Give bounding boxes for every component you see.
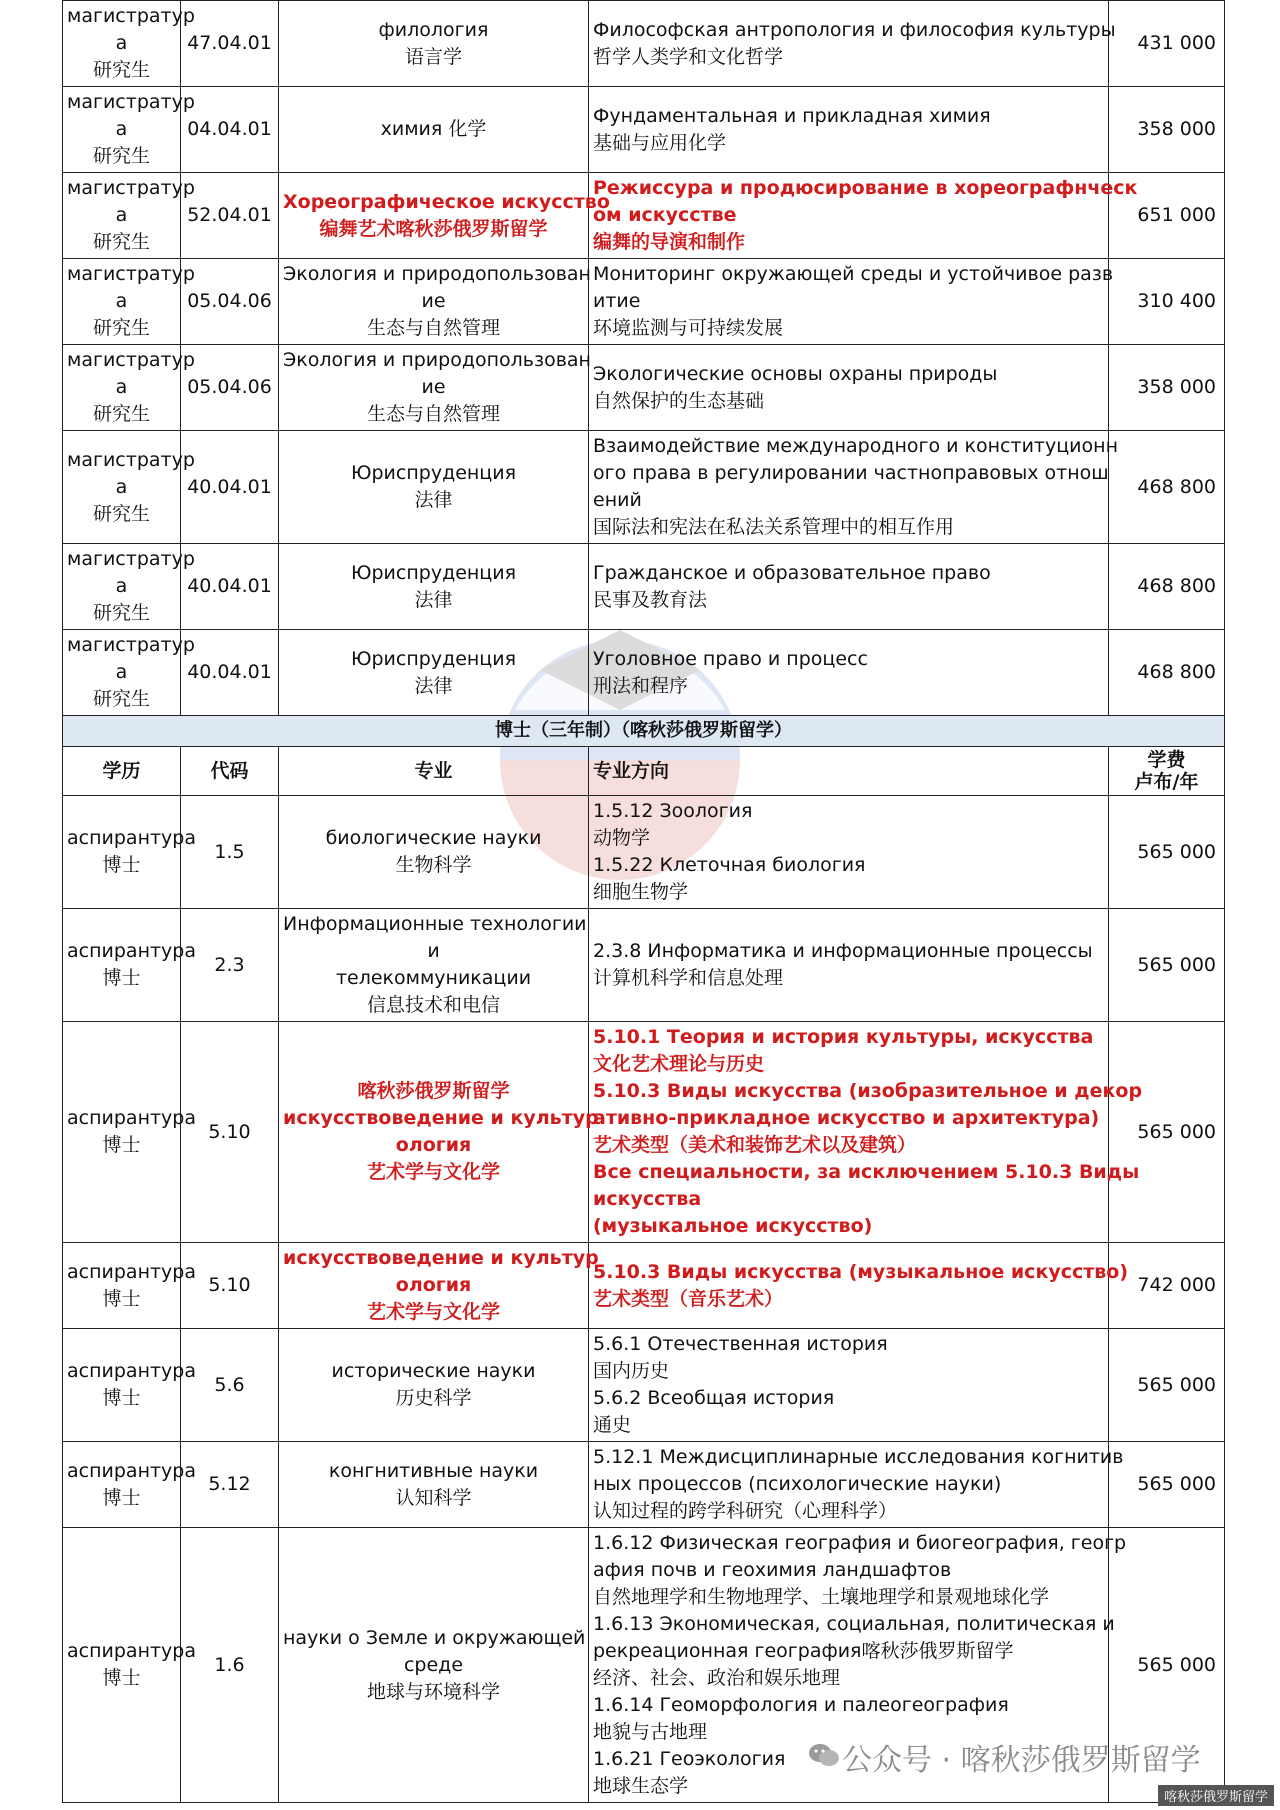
major-cell [279,345,589,431]
header-code: 代码 [181,747,279,796]
phd-row [63,909,1225,1022]
master-row [63,87,1225,173]
master-row [63,431,1225,544]
major-cell-line: конгнитивные науки [328,1459,539,1482]
major-cell-line: 喀秋莎俄罗斯留学 [357,1080,510,1102]
degree-cell-line: магистратур [67,263,195,285]
direction-cell-line: 自然地理学和生物地理学、土壤地理学和景观地球化学 [593,1586,1050,1608]
degree-cell-line: 博士 [102,1486,141,1509]
fee-cell: 742 000 [1109,1243,1225,1329]
major-cell-line: 认知科学 [395,1486,472,1509]
direction-cell-line: 艺术类型（音乐艺术） [593,1287,784,1310]
degree-cell-line: аспирантура [67,1360,197,1382]
direction-cell-line: 1.6.21 Геоэкология [593,1748,786,1770]
code-cell: 5.6 [181,1329,279,1442]
major-cell-line: ология [395,1134,472,1156]
direction-cell-line: Мониторинг окружающей среды и устойчивое разв [593,263,1114,285]
code-cell: 5.10 [181,1022,279,1243]
header-fee-line-2: 卢布/年 [1134,771,1199,793]
code-cell: 5.10 [181,1243,279,1329]
direction-cell-line: 环境监测与可持续发展 [593,317,784,339]
degree-cell-line: аспирантура [67,1107,197,1129]
code-cell: 1.5 [181,796,279,909]
degree-cell-line: 博士 [102,1387,141,1409]
direction-cell [589,1,1116,87]
direction-cell-line: 1.6.12 Физическая география и биогеография, геогр [593,1532,1127,1554]
degree-cell-line: 研究生 [92,231,150,253]
fee-cell: 565 000 [1109,1442,1225,1528]
direction-cell-line: 动物学 [593,827,651,849]
direction-cell-line: ных процессов (психологические науки) [593,1473,1002,1495]
direction-cell-line: ого права в регулировании частноправовых отнош [593,462,1109,484]
degree-cell-line: 博士 [102,1667,141,1689]
direction-cell-line: ом искусстве [593,204,737,226]
direction-cell-line: ативно-прикладное искусство и архитектура) [593,1107,1100,1129]
major-cell [279,1,589,87]
direction-cell-line: 计算机科学和信息处理 [593,967,784,989]
direction-cell [589,544,1109,630]
direction-cell-line: 5.6.1 Отечественная история [593,1333,888,1355]
direction-cell-line: 艺术类型（美术和装饰艺术以及建筑） [593,1134,917,1156]
direction-cell [589,431,1118,544]
phd-row [63,1243,1225,1329]
major-cell-line: телекоммуникации [335,967,532,989]
major-cell-line: Информационные технологии [283,913,587,935]
degree-cell-line: 博士 [102,1134,141,1156]
degree-cell [63,431,195,544]
direction-cell-line: 哲学人类学和文化哲学 [593,45,784,68]
direction-cell-line: 民事及教育法 [593,588,708,611]
degree-cell-line: магистратур [67,448,195,471]
direction-cell-line: 编舞的导演和制作 [593,231,746,253]
degree-cell-line: магистратур [67,177,195,199]
degree-cell [63,1022,197,1243]
degree-cell-line: магистратур [67,5,195,27]
degree-cell [63,796,197,909]
direction-cell-line: 2.3.8 Информатика и информационные процессы [593,940,1093,962]
direction-cell-line: Режиссура и продюсирование в хореографнческ [593,177,1138,199]
header-fee [1109,747,1225,796]
header-degree: 学历 [63,747,181,796]
major-cell-line: Юриспруденция [350,462,517,484]
fee-cell: 468 800 [1109,431,1225,544]
degree-cell [63,544,195,630]
code-cell: 05.04.06 [181,345,279,431]
degree-cell-line: 研究生 [92,317,150,339]
direction-cell [589,630,1109,716]
degree-cell [63,630,195,716]
direction-cell-line: рекреационная география喀秋莎俄罗斯留学 [593,1640,1014,1662]
major-cell-line: 生态与自然管理 [366,317,500,339]
direction-cell-line: 细胞生物学 [593,881,689,903]
fee-cell: 358 000 [1109,345,1225,431]
direction-cell-line: Все специальности, за исключением 5.10.3 Виды [593,1161,1140,1183]
major-cell [279,173,610,259]
degree-cell-line: 研究生 [92,145,150,167]
major-cell-line: биологические науки [325,827,542,849]
code-cell: 52.04.01 [181,173,279,259]
fee-cell: 565 000 [1109,1022,1225,1243]
degree-cell-line: 研究生 [92,502,150,525]
direction-cell-line: итие [593,290,641,312]
degree-cell-line: а [115,118,128,140]
major-cell-line: Хореографическое искусство [283,190,610,213]
master-row [63,173,1225,259]
degree-cell [63,87,195,173]
direction-cell-line: Взаимодействие международного и конституционн [593,435,1118,457]
direction-cell-line: 5.10.3 Виды искусства (изобразительное и декор [593,1080,1143,1102]
major-cell-line: 艺术学与文化学 [366,1301,500,1323]
phd-row [63,1442,1225,1528]
degree-cell-line: а [115,376,128,398]
direction-cell-line: 文化艺术理论与历史 [593,1053,765,1075]
degree-cell-line: аспирантура [67,1260,197,1283]
direction-cell [589,909,1109,1022]
fee-cell: 468 800 [1109,544,1225,630]
fee-table [62,0,1225,1803]
direction-cell [589,1022,1143,1243]
degree-cell [63,259,195,345]
code-cell: 05.04.06 [181,259,279,345]
code-cell: 40.04.01 [181,431,279,544]
header-fee-line-1: 学费 [1147,749,1186,771]
major-cell [279,87,589,173]
phd-row [63,1329,1225,1442]
degree-cell-line: магистратур [67,634,195,656]
direction-cell-line: 刑法和程序 [593,674,689,697]
fee-table-wrapper [62,0,1224,1803]
direction-cell-line: ений [593,489,642,511]
degree-cell-line: магистратур [67,548,195,570]
direction-cell-line: Уголовное право и процесс [593,647,868,670]
direction-cell [589,1329,1109,1442]
direction-cell-line: 5.12.1 Междисциплинарные исследования когнитив [593,1446,1124,1468]
direction-cell-line: Экологические основы охраны природы [593,362,998,385]
major-cell-line: 法律 [414,588,453,611]
master-row [63,630,1225,716]
master-rows [63,1,1225,716]
fee-cell: 565 000 [1109,909,1225,1022]
degree-cell-line: 博士 [102,1287,141,1310]
degree-cell-line: а [115,32,128,54]
major-cell-line: 艺术学与文化学 [366,1161,500,1183]
degree-cell-line: 博士 [102,854,141,876]
master-row [63,345,1225,431]
fee-cell: 310 400 [1109,259,1225,345]
major-cell-line: Юриспруденция [350,561,517,584]
major-cell-line: и [427,940,440,962]
degree-cell-line: 研究生 [92,59,150,81]
direction-cell-line: 5.10.3 Виды искусства (музыкальное искусство) [593,1260,1129,1283]
major-cell-line: 历史科学 [395,1387,472,1409]
major-cell [279,796,589,909]
major-cell [279,259,589,345]
degree-cell [63,345,195,431]
major-cell [279,909,589,1022]
degree-cell [63,1329,197,1442]
major-cell-line: искусствоведение и культур [283,1107,599,1129]
fee-cell: 565 000 [1109,1329,1225,1442]
major-cell-line: 生态与自然管理 [366,403,500,425]
direction-cell-line: 1.5.12 Зоология [593,800,753,822]
major-cell [279,544,589,630]
direction-cell-line: 5.10.1 Теория и история культуры, искусства [593,1026,1094,1048]
direction-cell-line: 国际法和宪法在私法关系管理中的相互作用 [593,516,955,538]
direction-cell [589,1243,1129,1329]
major-cell-line: 信息技术和电信 [366,994,500,1016]
section-title: 博士（三年制）（喀秋莎俄罗斯留学） [63,716,1225,747]
major-cell-line: исторические науки [331,1360,536,1382]
major-cell-line: 生物科学 [395,854,472,876]
direction-cell-line: 地球生态学 [593,1775,689,1797]
fee-cell: 358 000 [1109,87,1225,173]
direction-cell-line: 地貌与古地理 [593,1721,708,1743]
direction-cell-line: 基础与应用化学 [593,131,727,154]
direction-cell-line: 5.6.2 Всеобщая история [593,1387,835,1409]
code-cell: 2.3 [181,909,279,1022]
section-title-row [63,716,1225,747]
degree-cell-line: магистратур [67,91,195,113]
direction-cell-line: 1.5.22 Клеточная биология [593,854,866,876]
direction-cell [589,87,1109,173]
degree-cell-line: аспирантура [67,827,197,849]
degree-cell-line: магистратур [67,349,195,371]
direction-cell [589,173,1138,259]
major-cell [279,431,589,544]
direction-cell-line: 1.6.13 Экономическая, социальная, политическая и [593,1613,1115,1635]
code-cell: 47.04.01 [181,1,279,87]
major-cell-line: Экология и природопользован [283,263,591,285]
major-cell-line: искусствоведение и культур [283,1247,599,1269]
degree-cell [63,1442,197,1528]
major-cell [279,1442,589,1528]
fee-cell: 651 000 [1109,173,1225,259]
code-cell: 1.6 [181,1528,279,1803]
master-row [63,1,1225,87]
direction-cell-line: 国内历史 [593,1360,670,1382]
degree-cell [63,1528,197,1803]
code-cell: 5.12 [181,1442,279,1528]
major-cell [279,1329,589,1442]
major-cell [279,1243,599,1329]
fee-cell: 468 800 [1109,630,1225,716]
direction-cell-line: афия почв и геохимия ландшафтов [593,1559,952,1581]
official-account-text: 公众号 · 喀秋莎俄罗斯留学 [842,1743,1201,1778]
degree-cell [63,173,195,259]
degree-cell [63,1243,197,1329]
degree-cell-line: 研究生 [92,602,150,624]
major-cell-line: 法律 [414,674,453,697]
code-cell: 04.04.01 [181,87,279,173]
degree-cell-line: а [115,661,128,683]
corner-watermark: 喀秋莎俄罗斯留学 [1158,1785,1274,1806]
direction-cell-line: искусства [593,1188,702,1210]
direction-cell-line: 通史 [593,1414,632,1436]
direction-cell-line: Философская антропология и философия культуры [593,18,1116,41]
fee-cell: 565 000 [1109,796,1225,909]
official-account-watermark [790,1735,1201,1779]
master-row [63,259,1225,345]
code-cell: 40.04.01 [181,544,279,630]
code-cell: 40.04.01 [181,630,279,716]
major-cell-line: Экология и природопользован [283,349,591,371]
degree-cell-line: 研究生 [92,403,150,425]
phd-section [63,716,1225,796]
direction-cell [589,345,1109,431]
degree-cell [63,1,195,87]
direction-cell-line: 经济、社会、政治和娱乐地理 [593,1667,841,1689]
major-cell-line: науки о Земле и окружающей [283,1626,586,1649]
major-cell [279,630,589,716]
major-cell-line: 语言学 [404,45,462,68]
degree-cell-line: а [115,290,128,312]
degree-cell-line: аспирантура [67,1640,197,1662]
major-cell-line: ие [421,376,446,398]
phd-rows [63,796,1225,1803]
direction-cell [589,1442,1124,1528]
direction-cell-line: 认知过程的跨学科研究（心理科学） [593,1500,898,1522]
direction-cell [589,796,1109,909]
degree-cell-line: аспирантура [67,1459,197,1482]
direction-cell-line: Фундаментальная и прикладная химия [593,104,991,127]
direction-cell-line: 1.6.14 Геоморфология и палеогеография [593,1694,1009,1716]
direction-cell [589,259,1114,345]
major-cell-line: 法律 [414,489,453,511]
degree-cell [63,909,197,1022]
major-cell-line: 编舞艺术喀秋莎俄罗斯留学 [319,217,548,240]
major-cell-line: филология [378,18,489,41]
master-row [63,544,1225,630]
major-cell-line: 地球与环境科学 [366,1680,500,1703]
fee-cell: 431 000 [1109,1,1225,87]
header-direction: 专业方向 [589,747,1109,796]
degree-cell-line: 博士 [102,967,141,989]
direction-cell-line: 自然保护的生态基础 [593,389,765,412]
major-cell-line: Юриспруденция [350,647,517,670]
phd-row [63,1022,1225,1243]
major-cell-line: химия 化学 [380,118,487,140]
fee-cell: 565 000 [1109,1528,1225,1803]
major-cell [279,1528,589,1803]
major-cell [279,1022,599,1243]
phd-row [63,796,1225,909]
major-cell-line: ология [395,1274,472,1296]
degree-cell-line: а [115,475,128,498]
degree-cell-line: 研究生 [92,688,150,710]
direction-cell-line: (музыкальное искусство) [593,1215,873,1237]
major-cell-line: среде [403,1653,464,1676]
column-header-row [63,747,1225,796]
degree-cell-line: а [115,575,128,597]
degree-cell-line: аспирантура [67,940,197,962]
direction-cell-line: Гражданское и образовательное право [593,561,991,584]
degree-cell-line: а [115,204,128,226]
major-cell-line: ие [421,290,446,312]
header-major: 专业 [279,747,589,796]
